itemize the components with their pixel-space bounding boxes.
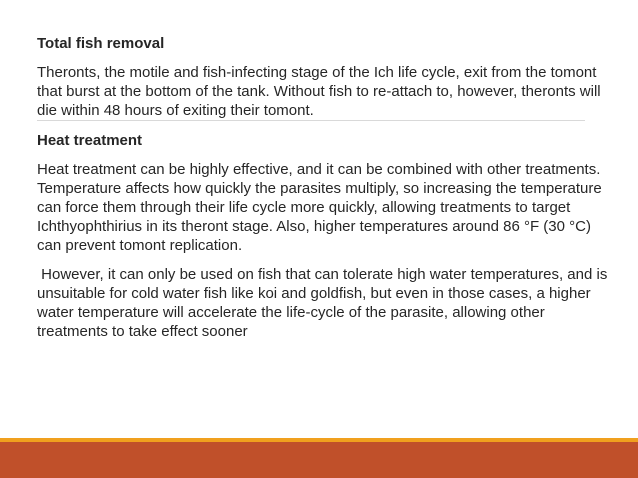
- paragraph-total-fish-removal: Theronts, the motile and fish-infecting stage of the Ich life cycle, exit from the tomont that burst at the bottom of the tank. Without fish to re-attach to, however, theronts will die within 48 hours of exiting their tomont.: [37, 64, 601, 119]
- section-heading-heat-treatment: Heat treatment: [37, 132, 143, 149]
- divider-line: [37, 120, 585, 121]
- paragraph-heat-treatment-2: However, it can only be used on fish that can tolerate high water temperatures, and is unsuitable for cold water fish like koi and goldfish, but even in those cases, a higher water temperature will accelerate the life-cycle of the parasite, allowing other treatments to take effect sooner: [37, 266, 612, 340]
- footer-band: [0, 442, 638, 478]
- section-heading-total-fish-removal: Total fish removal: [37, 35, 165, 52]
- slide-content: [37, 34, 612, 351]
- paragraph-heat-treatment-1: Heat treatment can be highly effective, and it can be combined with other treatments. Temperature affects how quickly the parasites multiply, so increasing the temperature can force them through their life cycle more quickly, allowing treatments to target Ichthyophthirius in its theront stage. Also, higher temperatures around 86 °F (30 °C) can prevent tomont replication.: [37, 161, 602, 254]
